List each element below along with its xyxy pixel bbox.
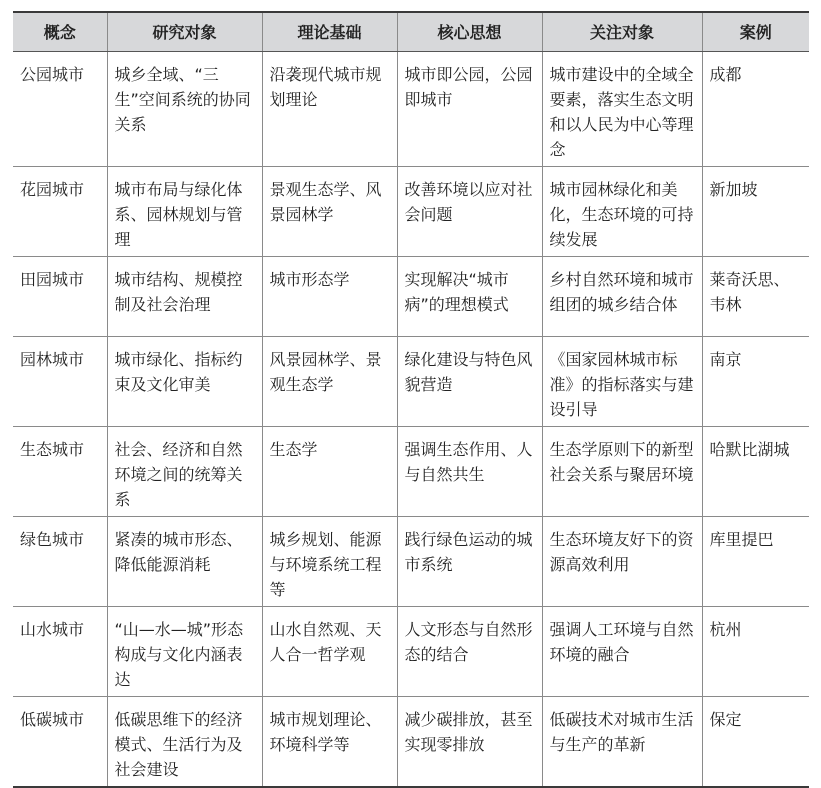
cell-concept: 低碳城市 <box>13 696 107 787</box>
urban-concepts-table <box>13 11 809 788</box>
cell-focus: 乡村自然环境和城市组团的城乡结合体 <box>542 256 702 336</box>
cell-case: 杭州 <box>702 606 809 696</box>
table-row <box>13 426 809 516</box>
cell-focus: 生态学原则下的新型社会关系与聚居环境 <box>542 426 702 516</box>
cell-core-idea: 践行绿色运动的城市系统 <box>397 516 542 606</box>
cell-core-idea: 人文形态与自然形态的结合 <box>397 606 542 696</box>
cell-case: 成都 <box>702 51 809 166</box>
cell-case: 南京 <box>702 336 809 426</box>
cell-core-idea: 城市即公园，公园即城市 <box>397 51 542 166</box>
table-row <box>13 256 809 336</box>
cell-core-idea: 改善环境以应对社会问题 <box>397 166 542 256</box>
cell-case: 哈默比湖城 <box>702 426 809 516</box>
cell-concept: 绿色城市 <box>13 516 107 606</box>
cell-theory-basis: 城乡规划、能源与环境系统工程等 <box>262 516 397 606</box>
cell-core-idea: 绿化建设与特色风貌营造 <box>397 336 542 426</box>
cell-case: 保定 <box>702 696 809 787</box>
table-header <box>13 12 809 51</box>
cell-concept: 田园城市 <box>13 256 107 336</box>
cell-theory-basis: 城市规划理论、环境科学等 <box>262 696 397 787</box>
table-row <box>13 696 809 787</box>
cell-theory-basis: 风景园林学、景观生态学 <box>262 336 397 426</box>
table-row <box>13 516 809 606</box>
cell-theory-basis: 山水自然观、天人合一哲学观 <box>262 606 397 696</box>
cell-case: 库里提巴 <box>702 516 809 606</box>
cell-research-object: 城乡全域、“三生”空间系统的协同关系 <box>107 51 262 166</box>
cell-research-object: 社会、经济和自然环境之间的统筹关系 <box>107 426 262 516</box>
table-row <box>13 51 809 166</box>
header-focus: 关注对象 <box>542 12 702 51</box>
header-row <box>13 12 809 51</box>
cell-concept: 公园城市 <box>13 51 107 166</box>
cell-focus: 《国家园林城市标准》的指标落实与建设引导 <box>542 336 702 426</box>
cell-case: 新加坡 <box>702 166 809 256</box>
table-container <box>13 11 809 788</box>
cell-core-idea: 强调生态作用、人与自然共生 <box>397 426 542 516</box>
header-theory-basis: 理论基础 <box>262 12 397 51</box>
table-body <box>13 51 809 787</box>
cell-concept: 生态城市 <box>13 426 107 516</box>
cell-core-idea: 实现解决“城市病”的理想模式 <box>397 256 542 336</box>
cell-theory-basis: 生态学 <box>262 426 397 516</box>
cell-focus: 城市建设中的全域全要素，落实生态文明和以人民为中心等理念 <box>542 51 702 166</box>
cell-research-object: 城市布局与绿化体系、园林规划与管理 <box>107 166 262 256</box>
cell-focus: 低碳技术对城市生活与生产的革新 <box>542 696 702 787</box>
table-row <box>13 336 809 426</box>
cell-concept: 山水城市 <box>13 606 107 696</box>
cell-theory-basis: 景观生态学、风景园林学 <box>262 166 397 256</box>
cell-case: 莱奇沃思、韦林 <box>702 256 809 336</box>
cell-research-object: 低碳思维下的经济模式、生活行为及社会建设 <box>107 696 262 787</box>
cell-research-object: 紧凑的城市形态、降低能源消耗 <box>107 516 262 606</box>
cell-core-idea: 减少碳排放，甚至实现零排放 <box>397 696 542 787</box>
header-concept: 概念 <box>13 12 107 51</box>
cell-concept: 园林城市 <box>13 336 107 426</box>
cell-concept: 花园城市 <box>13 166 107 256</box>
cell-research-object: “山—水—城”形态构成与文化内涵表达 <box>107 606 262 696</box>
cell-focus: 生态环境友好下的资源高效利用 <box>542 516 702 606</box>
cell-research-object: 城市绿化、指标约束及文化审美 <box>107 336 262 426</box>
header-core-idea: 核心思想 <box>397 12 542 51</box>
header-research-object: 研究对象 <box>107 12 262 51</box>
cell-focus: 城市园林绿化和美化，生态环境的可持续发展 <box>542 166 702 256</box>
cell-research-object: 城市结构、规模控制及社会治理 <box>107 256 262 336</box>
cell-theory-basis: 沿袭现代城市规划理论 <box>262 51 397 166</box>
table-row <box>13 166 809 256</box>
table-row <box>13 606 809 696</box>
cell-focus: 强调人工环境与自然环境的融合 <box>542 606 702 696</box>
header-case: 案例 <box>702 12 809 51</box>
cell-theory-basis: 城市形态学 <box>262 256 397 336</box>
